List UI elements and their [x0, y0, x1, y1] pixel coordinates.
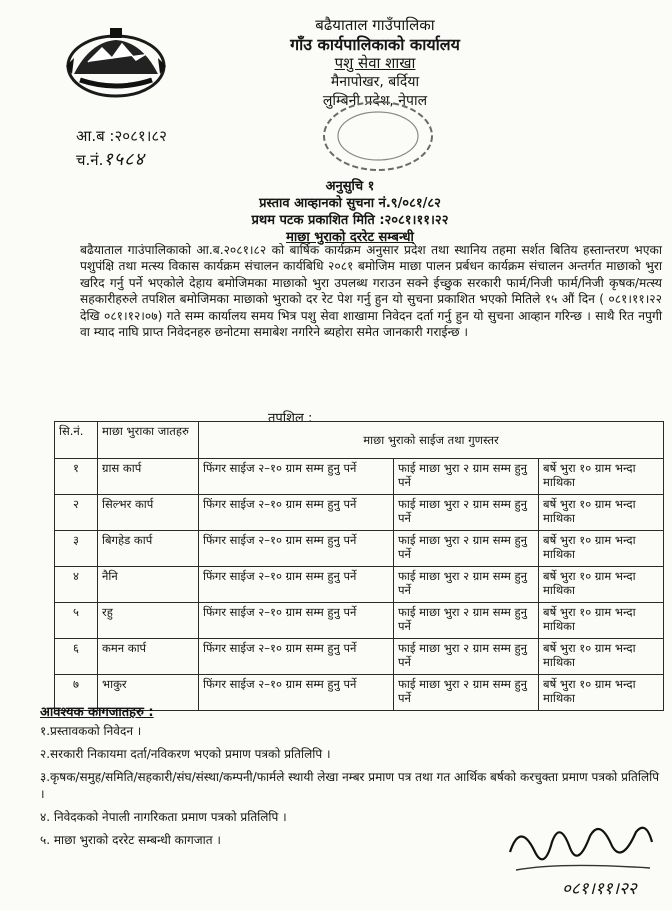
notice-subject: माछा भुराको दररेट सम्बन्धी — [286, 230, 414, 245]
row-yearling-size: बर्षे भुरा १० ग्राम भन्दा माथिका — [539, 531, 664, 567]
office-location: मैनापोखर, बर्दिया — [330, 74, 420, 90]
dispatch-label: च.नं. — [76, 151, 104, 169]
table-header-row — [55, 422, 664, 459]
row-fish-variety: बिगहेड कार्प — [98, 531, 199, 567]
row-sn: ७ — [55, 675, 98, 711]
row-yearling-size: बर्षे भुरा १० ग्राम भन्दा माथिका — [539, 603, 664, 639]
dispatch-value: १५८४ — [103, 149, 145, 170]
publish-date: प्रथम पटक प्रकाशित मिति :२०८१।११।२२ — [251, 213, 449, 228]
table-row — [55, 495, 664, 531]
signature-date: ०८१।११।२२ — [562, 879, 637, 899]
row-fingerling-size: फिंगर साईज २–१० ग्राम सम्म हुनु पर्ने — [199, 675, 394, 711]
document-item: १.प्रस्तावकको निवेदन । — [40, 724, 142, 738]
row-fry-size: फाई माछा भुरा २ ग्राम सम्म हुनु पर्ने — [394, 639, 539, 675]
table-row — [55, 639, 664, 675]
fish-spec-table — [54, 421, 664, 711]
row-sn: ४ — [55, 567, 98, 603]
row-fish-variety: नैनि — [98, 567, 199, 603]
row-sn: ५ — [55, 603, 98, 639]
document-item: ५. माछा भुराको दररेट सम्बन्धी कागजात । — [40, 833, 221, 847]
fiscal-year-label: आ.ब : — [76, 127, 115, 145]
row-fry-size: फाई माछा भुरा २ ग्राम सम्म हुनु पर्ने — [394, 675, 539, 711]
table-row — [55, 459, 664, 495]
notice-number: प्रस्ताव आव्हानको सुचना नं.९/०८१/८२ — [259, 196, 441, 211]
row-sn: २ — [55, 495, 98, 531]
row-sn: ६ — [55, 639, 98, 675]
annex-label: अनुसुचि १ — [325, 179, 375, 194]
notice-title — [120, 178, 580, 246]
row-sn: १ — [55, 459, 98, 495]
row-fry-size: फाई माछा भुरा २ ग्राम सम्म हुनु पर्ने — [394, 531, 539, 567]
fiscal-year — [76, 126, 167, 146]
table-row — [55, 567, 664, 603]
row-fingerling-size: फिंगर साईज २–१० ग्राम सम्म हुनु पर्ने — [199, 567, 394, 603]
office-name: गाँउ कार्यपालिकाको कार्यालय — [290, 35, 460, 54]
dispatch-number — [76, 147, 145, 171]
details-heading: तपशिल : — [268, 411, 313, 426]
row-yearling-size: बर्षे भुरा १० ग्राम भन्दा माथिका — [539, 675, 664, 711]
row-yearling-size: बर्षे भुरा १० ग्राम भन्दा माथिका — [539, 639, 664, 675]
row-yearling-size: बर्षे भुरा १० ग्राम भन्दा माथिका — [539, 459, 664, 495]
header-spec: माछा भुराको साईज तथा गुणस्तर — [199, 422, 664, 459]
row-fry-size: फाई माछा भुरा २ ग्राम सम्म हुनु पर्ने — [394, 567, 539, 603]
documents-heading: आवश्यक कागजातहरु : — [40, 705, 154, 720]
row-fish-variety: कमन कार्प — [98, 639, 199, 675]
notice-body — [80, 242, 662, 340]
row-fingerling-size: फिंगर साईज २–१० ग्राम सम्म हुनु पर्ने — [199, 495, 394, 531]
notice-paragraph: बढैयाताल गाउंपालिकाको आ.ब.२०८१।८२ को बार्षिक कार्यक्रम अनुसार प्रदेश तथा स्थानिय तहमा सर्शत बितिय हस्तान्तरण भएका पशुपंक्षि तथा मत्स्य विकास कार्यक्रम संचालन कार्यबिधि २०८१ बमोजिम माछा पालन प्रर्बधन कार्यक्रम संचालन अन्तर्गत माछाको भुरा खरिद गर्नु पर्ने भएकोले देहाय बमोजिमका माछाको भुरा उपलब्ध गराउन सक्ने ईच्छुक सरकारी फार्म/निजी फार्म/निजी कृषक/मत्स्य सहकारीहरुले तपशिल बमोजिमका माछाको भुराको दर रेट पेश गर्नु हुन यो सुचना प्रकाशित भएको मितिले १५ औं दिन ( ०८१।११।२२ देखि ०८१।१२।०७) गते सम्म कार्यालय समय भित्र पशु सेवा शाखामा निवेदन दर्ता गर्नु हुन यो सुचना आव्हान गरिन्छ । साथै रित नपुगी वा म्याद नाघि प्राप्त निवेदनहरु छनोटमा समाबेश नगरिने ब्यहोरा समेत जानकारी गराईन्छ । — [80, 243, 662, 340]
header-fish: माछा भुराका जातहरु — [98, 422, 199, 459]
office-stamp-icon — [318, 96, 438, 174]
row-fry-size: फाई माछा भुरा २ ग्राम सम्म हुनु पर्ने — [394, 459, 539, 495]
row-fish-variety: रहु — [98, 603, 199, 639]
row-fingerling-size: फिंगर साईज २–१० ग्राम सम्म हुनु पर्ने — [199, 639, 394, 675]
document-item: ४. निवेदकको नेपाली नागरिकता प्रमाण पत्रको प्रतिलिपि । — [40, 810, 287, 824]
table-row — [55, 531, 664, 567]
row-sn: ३ — [55, 531, 98, 567]
row-fingerling-size: फिंगर साईज २–१० ग्राम सम्म हुनु पर्ने — [199, 531, 394, 567]
row-fish-variety: सिल्भर कार्प — [98, 495, 199, 531]
row-yearling-size: बर्षे भुरा १० ग्राम भन्दा माथिका — [539, 495, 664, 531]
document-item: ३.कृषक/समुह/समिति/सहकारी/संघ/संस्था/कम्पनी/फार्मले स्थायी लेखा नम्बर प्रमाण पत्र तथा गत आर्थिक बर्षको करचुक्ता प्रमाण पत्रको प्रतिलिपि । — [40, 770, 660, 801]
fiscal-year-value: २०८१।८२ — [114, 127, 167, 145]
row-fingerling-size: फिंगर साईज २–१० ग्राम सम्म हुनु पर्ने — [199, 603, 394, 639]
row-yearling-size: बर्षे भुरा १० ग्राम भन्दा माथिका — [539, 567, 664, 603]
row-fingerling-size: फिंगर साईज २–१० ग्राम सम्म हुनु पर्ने — [199, 459, 394, 495]
municipality-name: बढैयाताल गाउँपालिका — [315, 16, 435, 34]
document-item: २.सरकारी निकायमा दर्ता/नविकरण भएको प्रमाण पत्रको प्रतिलिपि । — [40, 747, 331, 761]
row-fry-size: फाई माछा भुरा २ ग्राम सम्म हुनु पर्ने — [394, 495, 539, 531]
header-sn: सि.नं. — [55, 422, 98, 459]
table-row — [55, 603, 664, 639]
row-fish-variety: ग्रास कार्प — [98, 459, 199, 495]
office-province: लुम्बिनी प्रदेश, नेपाल — [322, 93, 428, 109]
signature-icon — [500, 812, 660, 902]
row-fish-variety: भाकुर — [98, 675, 199, 711]
section-name: पशु सेवा शाखा — [334, 54, 416, 72]
row-fry-size: फाई माछा भुरा २ ग्राम सम्म हुनु पर्ने — [394, 603, 539, 639]
table-body — [55, 459, 664, 711]
nepal-emblem-icon — [60, 22, 172, 102]
